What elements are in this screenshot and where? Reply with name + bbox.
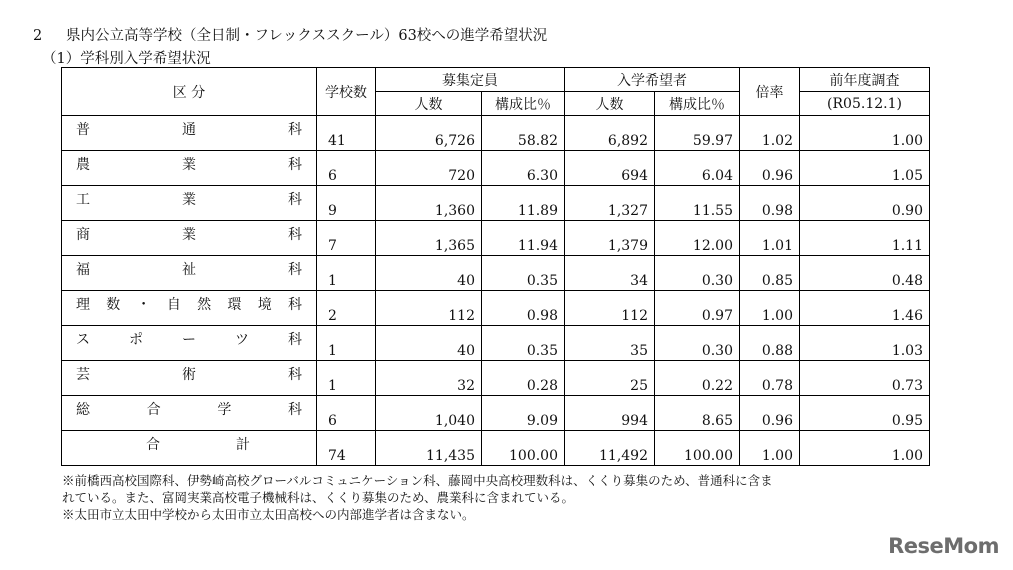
header-applicants: 入学希望者 xyxy=(565,68,740,92)
department-char: 科 xyxy=(288,157,302,173)
department-char: 自 xyxy=(166,297,181,313)
section-number: 2 xyxy=(33,28,43,44)
department-char: 科 xyxy=(287,402,302,418)
section-title: 県内公立高等学校（全日制・フレックススクール）63校への進学希望状況 xyxy=(66,28,548,44)
department-char: ・ xyxy=(136,297,151,313)
department-char: 数 xyxy=(106,297,121,313)
department-char: ー xyxy=(182,332,196,348)
schools-cell: 6 xyxy=(317,396,376,431)
capacity-ratio-cell: 0.98 xyxy=(482,291,565,326)
department-char: 業 xyxy=(182,157,196,173)
department-cell xyxy=(62,151,317,186)
prev-rate-cell: 0.48 xyxy=(800,256,930,291)
rate-cell: 0.85 xyxy=(740,256,800,291)
schools-cell: 1 xyxy=(317,256,376,291)
rate-cell: 0.96 xyxy=(740,151,800,186)
rate-cell: 1.01 xyxy=(740,221,800,256)
header-capacity-people: 人数 xyxy=(376,92,482,116)
capacity-ratio-cell: 11.89 xyxy=(482,186,565,221)
department-char: 総 xyxy=(76,402,90,418)
capacity-cell: 1,360 xyxy=(376,186,482,221)
table-row xyxy=(62,186,930,221)
header-category: 区 分 xyxy=(62,68,317,116)
applicants-ratio-cell: 8.65 xyxy=(655,396,740,431)
capacity-ratio-cell: 0.28 xyxy=(482,361,565,396)
department-char: 通 xyxy=(182,122,196,138)
schools-cell: 6 xyxy=(317,151,376,186)
department-char: 商 xyxy=(76,227,90,243)
capacity-cell: 1,365 xyxy=(376,221,482,256)
footnotes xyxy=(62,472,773,523)
department-char: 科 xyxy=(288,227,302,243)
capacity-ratio-cell: 0.35 xyxy=(482,256,565,291)
department-char: 科 xyxy=(288,192,302,208)
schools-cell: 41 xyxy=(317,116,376,151)
capacity-cell: 11,435 xyxy=(376,431,482,466)
capacity-ratio-cell: 58.82 xyxy=(482,116,565,151)
department-char: 合 xyxy=(146,437,160,453)
department-char: 芸 xyxy=(76,367,90,383)
prev-rate-cell: 1.46 xyxy=(800,291,930,326)
resemom-logo: ReseMom xyxy=(888,534,999,558)
department-cell xyxy=(62,326,317,361)
rate-cell: 1.02 xyxy=(740,116,800,151)
rate-cell: 1.00 xyxy=(740,291,800,326)
schools-cell: 1 xyxy=(317,326,376,361)
applicants-cell: 35 xyxy=(565,326,655,361)
department-char: 境 xyxy=(257,297,272,313)
applicants-cell: 6,892 xyxy=(565,116,655,151)
applicants-cell: 25 xyxy=(565,361,655,396)
applicants-cell: 994 xyxy=(565,396,655,431)
department-char: 科 xyxy=(288,122,302,138)
applicants-ratio-cell: 11.55 xyxy=(655,186,740,221)
department-char: ス xyxy=(76,332,90,348)
capacity-ratio-cell: 11.94 xyxy=(482,221,565,256)
rate-cell: 0.96 xyxy=(740,396,800,431)
department-cell xyxy=(62,186,317,221)
capacity-cell: 1,040 xyxy=(376,396,482,431)
prev-rate-cell: 0.73 xyxy=(800,361,930,396)
applicants-cell: 1,379 xyxy=(565,221,655,256)
department-char: 計 xyxy=(236,437,250,453)
prev-rate-cell: 1.05 xyxy=(800,151,930,186)
rate-cell: 0.98 xyxy=(740,186,800,221)
department-char: 合 xyxy=(146,402,161,418)
department-char: 然 xyxy=(197,297,212,313)
capacity-ratio-cell: 9.09 xyxy=(482,396,565,431)
capacity-ratio-cell: 100.00 xyxy=(482,431,565,466)
header-row-1 xyxy=(62,68,930,92)
capacity-cell: 720 xyxy=(376,151,482,186)
department-char: ツ xyxy=(235,332,249,348)
department-cell xyxy=(62,221,317,256)
capacity-ratio-cell: 6.30 xyxy=(482,151,565,186)
applicants-ratio-cell: 59.97 xyxy=(655,116,740,151)
capacity-cell: 32 xyxy=(376,361,482,396)
rate-cell: 1.00 xyxy=(740,431,800,466)
capacity-cell: 112 xyxy=(376,291,482,326)
department-char: 業 xyxy=(182,192,196,208)
capacity-cell: 40 xyxy=(376,256,482,291)
footnote-line: れている。また、富岡実業高校電子機械科は、くくり募集のため、農業科に含まれている。 xyxy=(62,490,575,505)
department-cell xyxy=(62,116,317,151)
prev-rate-cell: 1.11 xyxy=(800,221,930,256)
department-cell xyxy=(62,256,317,291)
prev-rate-cell: 0.95 xyxy=(800,396,930,431)
header-schools: 学校数 xyxy=(317,68,376,116)
rate-cell: 0.88 xyxy=(740,326,800,361)
applicants-ratio-cell: 100.00 xyxy=(655,431,740,466)
department-char: 祉 xyxy=(182,262,196,278)
footnote-line: ※前橋西高校国際科、伊勢崎高校グローバルコミュニケーション科、藤岡中央高校理数科は、くくり募集のため、普通科に含ま xyxy=(62,473,773,488)
capacity-cell: 40 xyxy=(376,326,482,361)
schools-cell: 74 xyxy=(317,431,376,466)
table-row xyxy=(62,291,930,326)
applicants-ratio-cell: 6.04 xyxy=(655,151,740,186)
department-cell xyxy=(62,431,317,466)
applicants-cell: 112 xyxy=(565,291,655,326)
department-char: ポ xyxy=(129,332,143,348)
header-capacity: 募集定員 xyxy=(376,68,565,92)
table-row xyxy=(62,221,930,256)
admissions-table xyxy=(61,67,930,466)
header-applicants-ratio: 構成比％ xyxy=(655,92,740,116)
department-char: 農 xyxy=(76,157,90,173)
section-heading xyxy=(33,24,547,45)
department-char: 環 xyxy=(227,297,242,313)
applicants-ratio-cell: 0.97 xyxy=(655,291,740,326)
header-capacity-ratio: 構成比％ xyxy=(482,92,565,116)
applicants-cell: 1,327 xyxy=(565,186,655,221)
department-cell xyxy=(62,361,317,396)
department-cell xyxy=(62,291,317,326)
rate-cell: 0.78 xyxy=(740,361,800,396)
prev-rate-cell: 0.90 xyxy=(800,186,930,221)
applicants-cell: 694 xyxy=(565,151,655,186)
department-char: 科 xyxy=(287,297,302,313)
department-char: 普 xyxy=(76,122,90,138)
prev-rate-cell: 1.00 xyxy=(800,431,930,466)
schools-cell: 9 xyxy=(317,186,376,221)
capacity-cell: 6,726 xyxy=(376,116,482,151)
prev-rate-cell: 1.00 xyxy=(800,116,930,151)
table-row xyxy=(62,326,930,361)
department-char: 科 xyxy=(288,262,302,278)
department-char: 理 xyxy=(76,297,90,313)
applicants-ratio-cell: 0.30 xyxy=(655,256,740,291)
total-row xyxy=(62,431,930,466)
department-char: 科 xyxy=(288,367,302,383)
department-char: 科 xyxy=(288,332,302,348)
table-row xyxy=(62,116,930,151)
department-char: 学 xyxy=(217,402,232,418)
header-prev-date: (R05.12.1) xyxy=(800,92,930,116)
department-char: 術 xyxy=(182,367,196,383)
table-row xyxy=(62,361,930,396)
applicants-ratio-cell: 0.30 xyxy=(655,326,740,361)
department-cell xyxy=(62,396,317,431)
department-char: 業 xyxy=(182,227,196,243)
subsection-title: （1）学科別入学希望状況 xyxy=(42,51,211,67)
header-prev: 前年度調査 xyxy=(800,68,930,92)
table-row xyxy=(62,151,930,186)
header-applicants-people: 人数 xyxy=(565,92,655,116)
footnote-line: ※太田市立太田中学校から太田市立太田高校への内部進学者は含まない。 xyxy=(62,507,475,522)
applicants-cell: 34 xyxy=(565,256,655,291)
table-row xyxy=(62,396,930,431)
schools-cell: 7 xyxy=(317,221,376,256)
capacity-ratio-cell: 0.35 xyxy=(482,326,565,361)
applicants-cell: 11,492 xyxy=(565,431,655,466)
header-rate: 倍率 xyxy=(740,68,800,116)
prev-rate-cell: 1.03 xyxy=(800,326,930,361)
schools-cell: 2 xyxy=(317,291,376,326)
applicants-ratio-cell: 12.00 xyxy=(655,221,740,256)
department-char: 福 xyxy=(76,262,90,278)
table-row xyxy=(62,256,930,291)
department-char: 工 xyxy=(76,192,90,208)
applicants-ratio-cell: 0.22 xyxy=(655,361,740,396)
schools-cell: 1 xyxy=(317,361,376,396)
